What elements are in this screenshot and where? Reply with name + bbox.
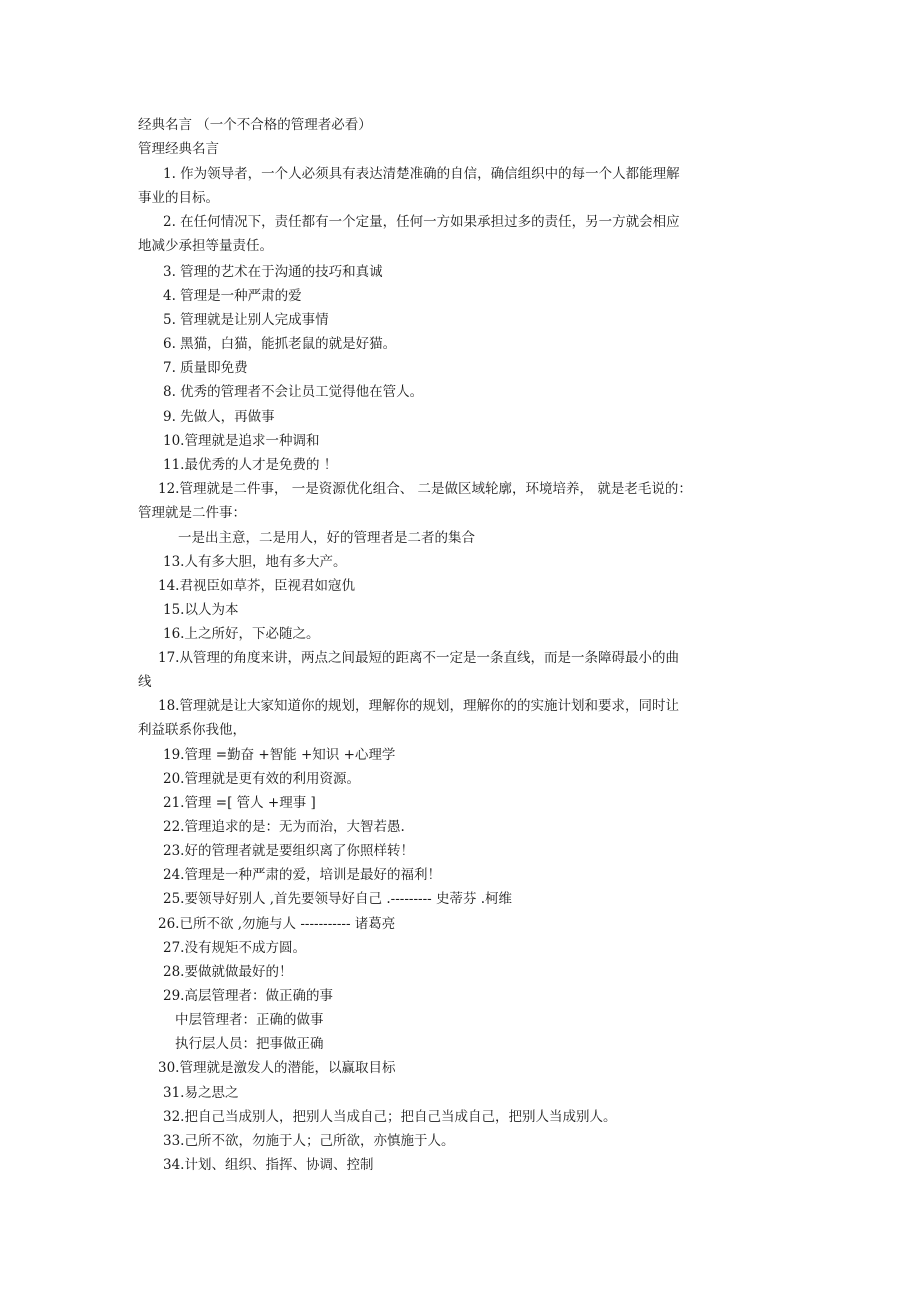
quote-line: 17.从管理的角度来讲，两点之间最短的距离不一定是一条直线，而是一条障碍最小的曲 bbox=[158, 650, 679, 666]
quote-line: 30.管理就是激发人的潜能，以赢取目标 bbox=[158, 1060, 396, 1076]
quote-line: 22.管理追求的是：无为而治，大智若愚. bbox=[163, 819, 405, 835]
quote-line: 32.把自己当成别人，把别人当成自己；把自己当成自己，把别人当成别人。 bbox=[163, 1109, 617, 1125]
quote-line: 31.易之思之 bbox=[163, 1085, 239, 1101]
quote-line: 14.君视臣如草芥，臣视君如寇仇 bbox=[158, 578, 355, 594]
quote-line: 地减少承担等量责任。 bbox=[138, 238, 273, 254]
quote-line: 23.好的管理者就是要组织离了你照样转！ bbox=[163, 843, 414, 859]
quote-line: 9. 先做人，再做事 bbox=[163, 409, 275, 425]
quote-line: 线 bbox=[138, 674, 152, 690]
quote-line: 16.上之所好，下必随之。 bbox=[163, 626, 320, 642]
quote-line: 执行层人员：把事做正确 bbox=[175, 1036, 324, 1052]
quote-line: 18.管理就是让大家知道你的规划，理解你的规划，理解你的的实施计划和要求，同时让 bbox=[158, 698, 679, 714]
quote-line: 29.高层管理者：做正确的事 bbox=[163, 988, 333, 1004]
quote-line: 34.计划、组织、指挥、协调、控制 bbox=[163, 1157, 374, 1173]
quote-line: 5. 管理就是让别人完成事情 bbox=[163, 312, 329, 328]
document-title: 经典名言 （一个不合格的管理者必看） bbox=[138, 117, 372, 133]
quote-line: 33.己所不欲，勿施于人；己所欲，亦慎施于人。 bbox=[163, 1133, 455, 1149]
quote-line: 15.以人为本 bbox=[163, 602, 239, 618]
quote-line: 3. 管理的艺术在于沟通的技巧和真诚 bbox=[163, 264, 383, 280]
quote-line: 10.管理就是追求一种调和 bbox=[163, 433, 320, 449]
quote-line: 21.管理 =[ 管人 +理事 ] bbox=[163, 795, 316, 811]
quote-line: 19.管理 =勤奋 +智能 +知识 +心理学 bbox=[163, 747, 396, 763]
quote-line: 20.管理就是更有效的利用资源。 bbox=[163, 771, 360, 787]
quote-line: 25.要领导好别人 ,首先要领导好自己 .--------- 史蒂芬 .柯维 bbox=[163, 891, 513, 907]
quote-line: 4. 管理是一种严肃的爱 bbox=[163, 288, 302, 304]
quote-line: 24.管理是一种严肃的爱，培训是最好的福利！ bbox=[163, 867, 441, 883]
section-heading: 管理经典名言 bbox=[138, 141, 219, 157]
quote-line: 8. 优秀的管理者不会让员工觉得他在管人。 bbox=[163, 384, 424, 400]
quote-line: 28.要做就做最好的！ bbox=[163, 964, 293, 980]
quote-line: 中层管理者：正确的做事 bbox=[175, 1012, 324, 1028]
quote-line: 26.已所不欲 ,勿施与人 ----------- 诸葛亮 bbox=[158, 916, 396, 932]
quote-line: 2. 在任何情况下，责任都有一个定量，任何一方如果承担过多的责任，另一方就会相应 bbox=[163, 214, 680, 230]
quote-line: 6. 黑猫，白猫，能抓老鼠的就是好猫。 bbox=[163, 336, 397, 352]
quote-line: 利益联系你我他， bbox=[138, 722, 246, 738]
quote-line: 事业的目标。 bbox=[138, 190, 219, 206]
quote-line: 管理就是二件事： bbox=[138, 505, 246, 521]
quote-line: 1. 作为领导者，一个人必须具有表达清楚准确的自信，确信组织中的每一个人都能理解 bbox=[163, 166, 680, 182]
quote-line: 11.最优秀的人才是免费的 ！ bbox=[163, 457, 338, 473]
quote-line: 7. 质量即免费 bbox=[163, 360, 248, 376]
quote-line: 一是出主意，二是用人，好的管理者是二者的集合 bbox=[178, 530, 475, 546]
quote-line: 27.没有规矩不成方圆。 bbox=[163, 940, 306, 956]
quote-line: 13.人有多大胆，地有多大产。 bbox=[163, 554, 347, 570]
quote-line: 12.管理就是二件事， 一是资源优化组合、 二是做区域轮廓，环境培养， 就是老毛说的： bbox=[158, 481, 692, 497]
